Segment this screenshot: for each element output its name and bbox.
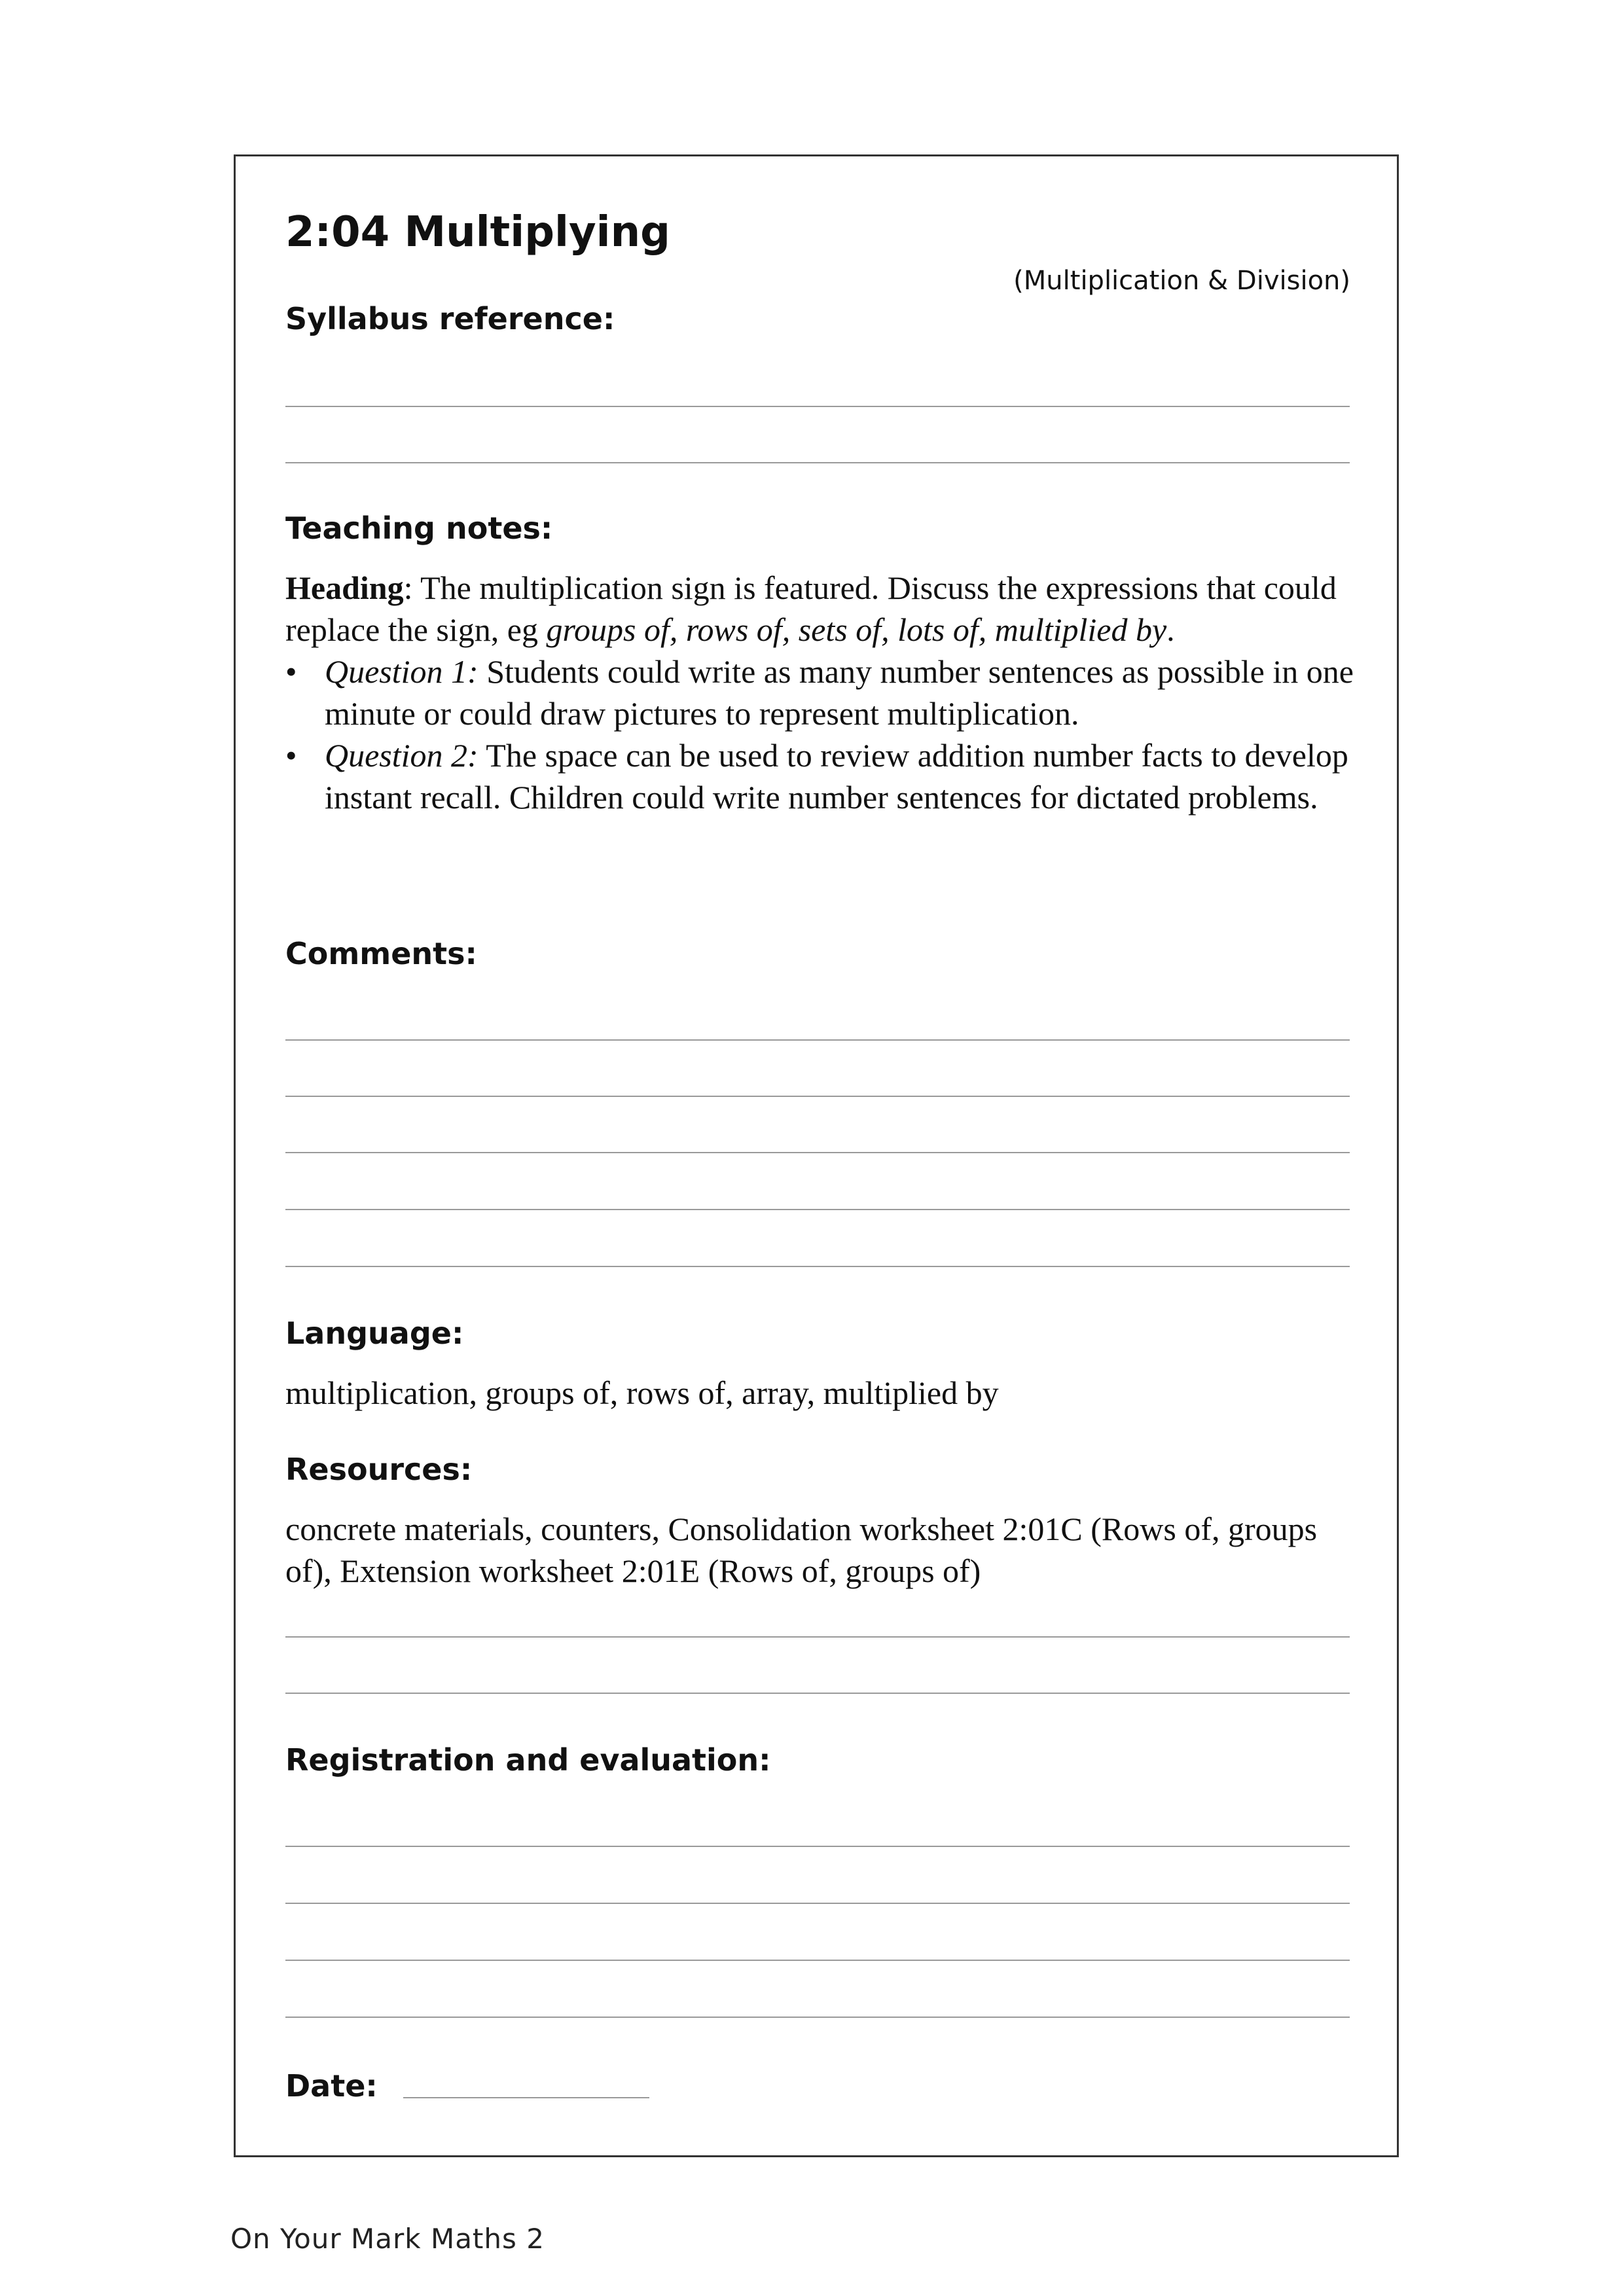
heading-note-text-2: . xyxy=(1166,611,1175,648)
question-note-label: Question 1: xyxy=(325,653,478,690)
topic-subtitle: (Multiplication & Division) xyxy=(1013,266,1350,296)
registration-line-3 xyxy=(285,1960,1350,1961)
comments-line-1 xyxy=(285,1039,1350,1041)
comments-line-4 xyxy=(285,1209,1350,1210)
page-title: 2:04 Multiplying xyxy=(285,208,670,257)
registration-heading: Registration and evaluation: xyxy=(285,1742,771,1778)
heading-note xyxy=(285,567,1359,651)
resources-line-1 xyxy=(285,1636,1350,1638)
teaching-notes-heading: Teaching notes: xyxy=(285,511,553,546)
comments-line-3 xyxy=(285,1152,1350,1153)
heading-note-text-1: : The multiplication sign is featured. Discuss the expressions that could replace the sign, eg xyxy=(285,569,1337,648)
language-content: multiplication, groups of, rows of, array, multiplied by xyxy=(285,1374,999,1411)
teaching-notes-body xyxy=(285,567,1359,818)
heading-note-italic: groups of, rows of, sets of, lots of, multiplied by xyxy=(546,611,1167,648)
resources-heading: Resources: xyxy=(285,1452,473,1487)
question-note-text: The space can be used to review addition number facts to develop instant recall. Children could write number sentences for dictated problems. xyxy=(325,737,1348,816)
question-note-item xyxy=(285,651,1359,734)
page-frame xyxy=(234,154,1399,2157)
comments-line-5 xyxy=(285,1266,1350,1267)
resources-text xyxy=(285,1508,1359,1592)
question-notes-list xyxy=(285,651,1359,818)
comments-heading: Comments: xyxy=(285,936,477,971)
comments-line-2 xyxy=(285,1096,1350,1097)
syllabus-heading: Syllabus reference: xyxy=(285,301,615,336)
resources-line-2 xyxy=(285,1693,1350,1694)
resources-content: concrete materials, counters, Consolidation worksheet 2:01C (Rows of, groups of), Extension worksheet 2:01E (Rows of, groups of) xyxy=(285,1511,1318,1589)
bullet-icon: • xyxy=(285,737,297,774)
heading-note-label: Heading xyxy=(285,569,404,606)
footer-book-title: On Your Mark Maths 2 xyxy=(230,2223,545,2255)
question-note-label: Question 2: xyxy=(325,737,478,774)
bullet-icon: • xyxy=(285,653,297,690)
date-line xyxy=(403,2097,649,2098)
registration-line-1 xyxy=(285,1846,1350,1847)
syllabus-line-1 xyxy=(285,406,1350,407)
language-heading: Language: xyxy=(285,1316,464,1351)
question-note-text: Students could write as many number sentences as possible in one minute or could draw pictures to represent multiplication. xyxy=(325,653,1354,732)
question-note-item xyxy=(285,734,1359,818)
language-text xyxy=(285,1372,1359,1414)
syllabus-line-2 xyxy=(285,462,1350,463)
date-label: Date: xyxy=(285,2068,378,2104)
registration-line-4 xyxy=(285,2017,1350,2018)
registration-line-2 xyxy=(285,1903,1350,1904)
